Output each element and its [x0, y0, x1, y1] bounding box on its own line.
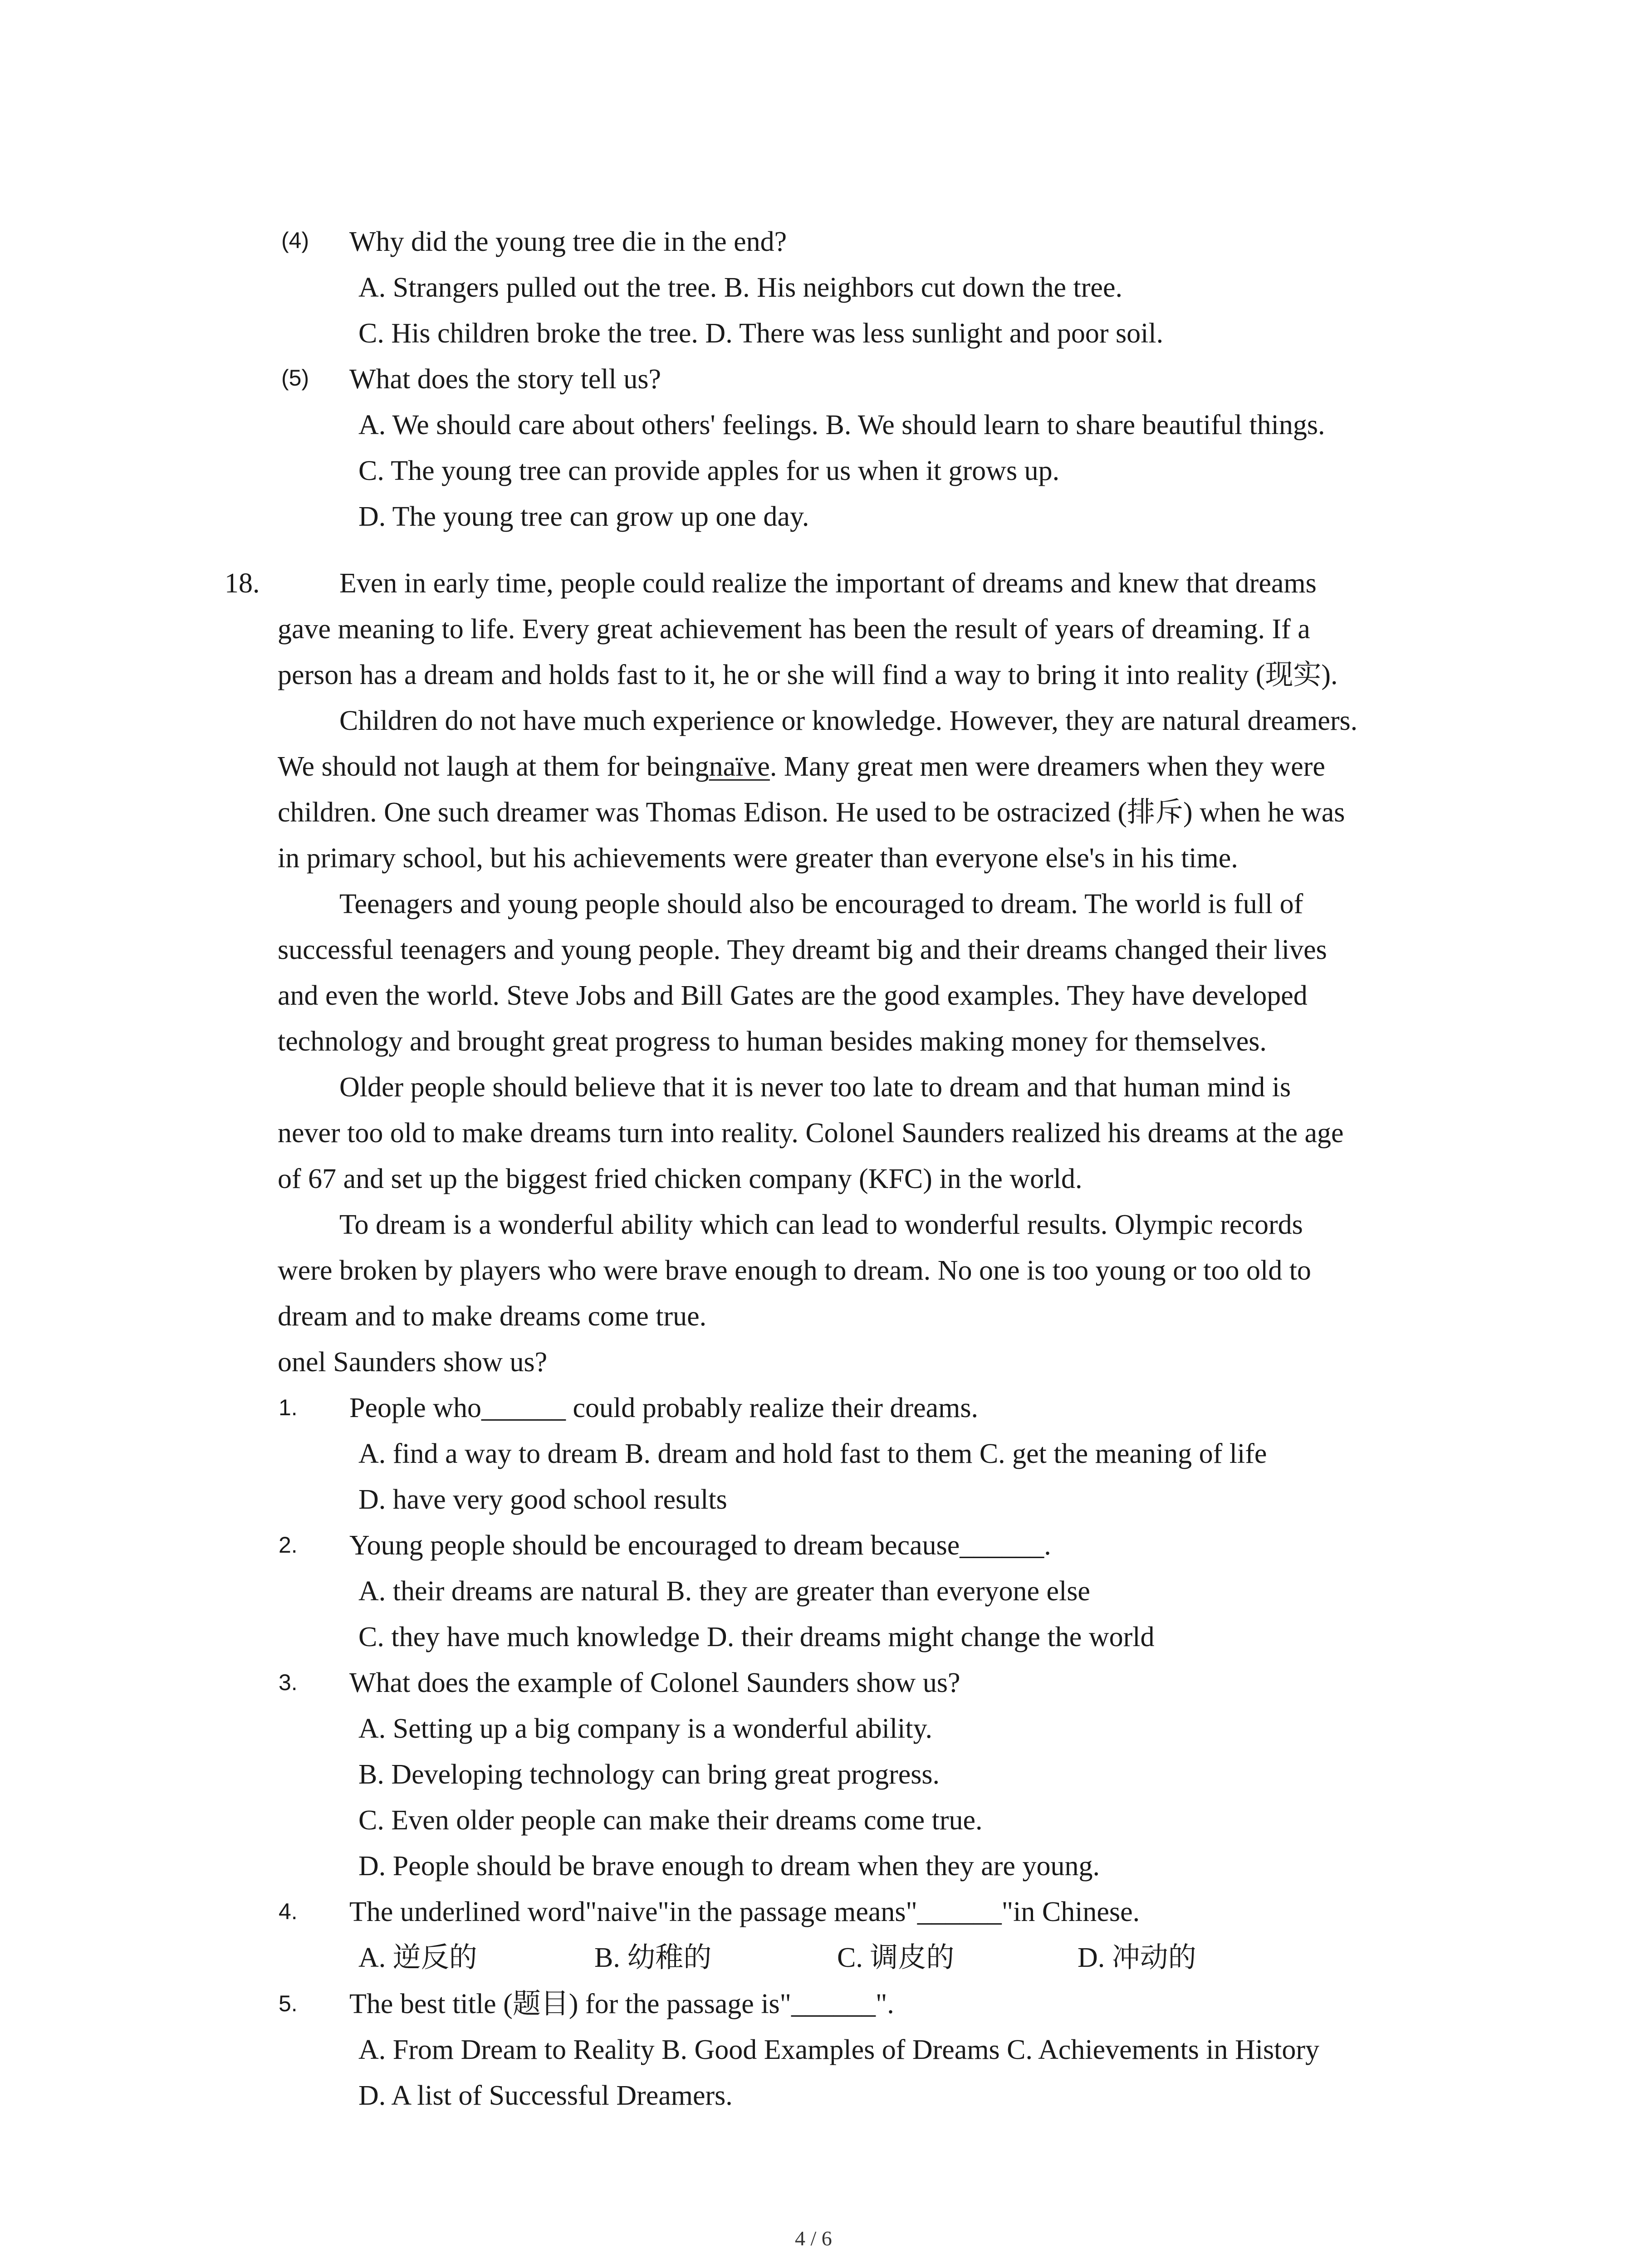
passage-p3-line2: successful teenagers and young people. They dreamt big and their dreams changed their lives [278, 934, 1327, 965]
passage-p2-line2 [278, 753, 1325, 781]
question-4-stem: Why did the young tree die in the end? [349, 226, 787, 257]
item-3-option-b: B. Developing technology can bring great progress. [358, 1759, 940, 1790]
item-3-option-a: A. Setting up a big company is a wonderful ability. [358, 1713, 933, 1744]
item-5-options-abc: A. From Dream to Reality B. Good Examples of Dreams C. Achievements in History [358, 2034, 1319, 2065]
stray-text-line: onel Saunders show us? [278, 1347, 548, 1378]
item-4-option-c: C. 调皮的 [837, 1942, 955, 1973]
item-4-stem: The underlined word"naive"in the passage means"______"in Chinese. [349, 1897, 1140, 1927]
item-5-stem: The best title (题目) for the passage is"______". [349, 1989, 894, 2019]
passage-p2-line2-start: We should not laugh at them for being [278, 751, 709, 782]
item-1-options-abc: A. find a way to dream B. dream and hold fast to them C. get the meaning of life [358, 1438, 1267, 1469]
item-3-option-d: D. People should be brave enough to dream when they are young. [358, 1851, 1100, 1882]
question-5-option-c: C. The young tree can provide apples for us when it grows up. [358, 455, 1060, 486]
passage-p3-line3: and even the world. Steve Jobs and Bill Gates are the good examples. They have developed [278, 980, 1308, 1011]
item-3-number: 3. [279, 1670, 298, 1695]
passage-p2-line4: in primary school, but his achievements were greater than everyone else's in his time. [278, 843, 1238, 874]
question-5-option-d: D. The young tree can grow up one day. [358, 501, 809, 532]
passage-p4-line3: of 67 and set up the biggest fried chicken company (KFC) in the world. [278, 1163, 1083, 1194]
question-4-number: (4) [281, 228, 309, 253]
item-2-number: 2. [279, 1532, 298, 1558]
passage-p5-line1: To dream is a wonderful ability which can lead to wonderful results. Olympic records [339, 1209, 1303, 1240]
question-5-stem: What does the story tell us? [349, 364, 661, 395]
passage-p2-line2-end: . Many great men were dreamers when they were [769, 751, 1325, 782]
passage-p4-line2: never too old to make dreams turn into reality. Colonel Saunders realized his dreams at the age [278, 1118, 1344, 1149]
question-5-number: (5) [281, 365, 309, 391]
item-2-options-ab: A. their dreams are natural B. they are greater than everyone else [358, 1576, 1090, 1607]
passage-p1-line3: person has a dream and holds fast to it, he or she will find a way to bring it into reality (现实). [278, 660, 1338, 690]
question-4-options-cd: C. His children broke the tree. D. There was less sunlight and poor soil. [358, 318, 1164, 349]
question-5-options-ab: A. We should care about others' feelings. B. We should learn to share beautiful things. [358, 410, 1325, 440]
item-4-number: 4. [279, 1899, 298, 1924]
passage-p1-line1: Even in early time, people could realize the important of dreams and knew that dreams [339, 568, 1317, 599]
passage-p5-line2: were broken by players who were brave enough to dream. No one is too young or too old to [278, 1255, 1311, 1286]
passage-number: 18. [225, 568, 260, 599]
passage-p2-line1: Children do not have much experience or knowledge. However, they are natural dreamers. [339, 705, 1358, 736]
item-3-stem: What does the example of Colonel Saunders show us? [349, 1667, 960, 1698]
item-4-option-b: B. 幼稚的 [594, 1942, 712, 1973]
passage-p1-line2: gave meaning to life. Every great achievement has been the result of years of dreaming. If a [278, 614, 1310, 645]
item-4-option-a: A. 逆反的 [358, 1942, 477, 1973]
question-4-options-ab: A. Strangers pulled out the tree. B. His neighbors cut down the tree. [358, 272, 1122, 303]
passage-p2-line3: children. One such dreamer was Thomas Edison. He used to be ostracized (排斥) when he was [278, 797, 1345, 828]
item-2-stem: Young people should be encouraged to dream because______. [349, 1530, 1051, 1561]
page-number: 4 / 6 [795, 2227, 832, 2250]
passage-p3-line1: Teenagers and young people should also be encouraged to dream. The world is full of [339, 889, 1303, 919]
item-1-option-d: D. have very good school results [358, 1484, 727, 1515]
item-5-option-d: D. A list of Successful Dreamers. [358, 2080, 733, 2111]
passage-p3-line4: technology and brought great progress to human besides making money for themselves. [278, 1026, 1267, 1057]
passage-p5-line3: dream and to make dreams come true. [278, 1301, 707, 1332]
item-5-number: 5. [279, 1991, 298, 2016]
item-1-stem: People who______ could probably realize their dreams. [349, 1393, 978, 1423]
item-4-option-d: D. 冲动的 [1078, 1942, 1196, 1973]
item-2-options-cd: C. they have much knowledge D. their dreams might change the world [358, 1622, 1155, 1652]
underlined-word-naive: naïve [709, 751, 770, 782]
passage-p4-line1: Older people should believe that it is never too late to dream and that human mind is [339, 1072, 1291, 1103]
item-3-option-c: C. Even older people can make their dreams come true. [358, 1805, 983, 1836]
item-1-number: 1. [279, 1395, 298, 1420]
